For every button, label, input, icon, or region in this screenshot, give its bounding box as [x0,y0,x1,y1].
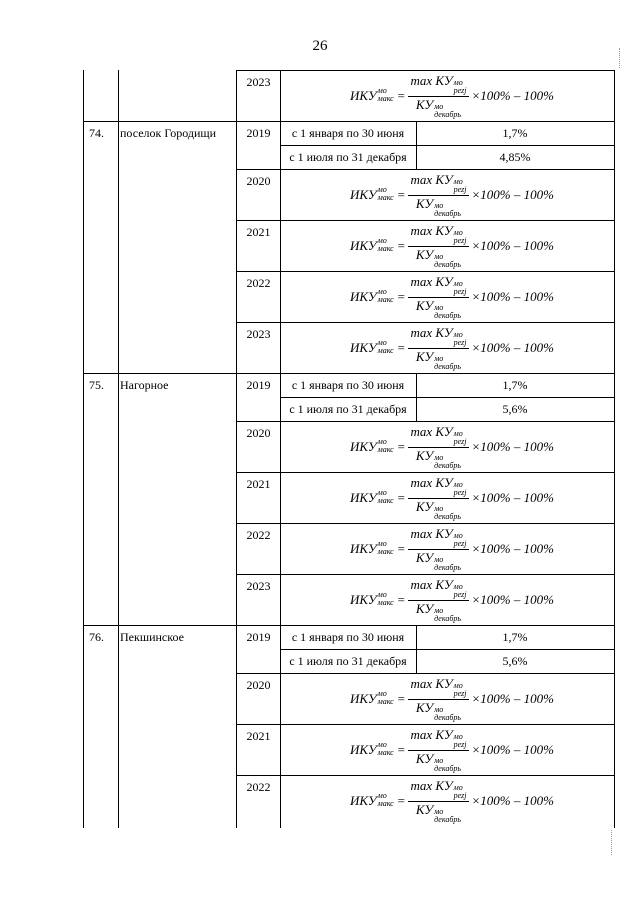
script-pair [453,479,467,497]
subscript: макс [377,697,394,706]
formula-equals: = [396,289,406,304]
formula-tail: ×100% – 100% [471,187,554,202]
formula-numerator [408,578,468,601]
subscript: декабрь [434,208,462,218]
period-label: с 1 июля по 31 декабря [289,654,407,668]
superscript: мо [434,755,444,765]
formula-lhs-symbol: ИКУ [350,340,377,355]
column-divider [416,625,417,673]
formula-denominator [414,349,463,371]
denominator-text: КУ [415,195,434,211]
subscript: декабрь [434,361,462,371]
formula-lhs-symbol: ИКУ [350,691,377,706]
numerator-text: max КУ [410,273,453,289]
subscript: pezj [453,436,467,446]
script-pair [453,530,467,548]
formula-lhs [350,187,394,203]
numerator-text: max КУ [410,423,453,439]
superscript: мо [377,437,387,446]
formula-denominator [414,700,463,722]
formula-fraction [408,476,468,521]
denominator-text: КУ [415,348,434,364]
superscript: мо [434,554,444,564]
year-label: 2023 [246,75,271,89]
superscript: мо [377,689,387,698]
subscript: pezj [453,286,467,296]
formula-equals: = [396,691,406,706]
formula-tail: ×100% – 100% [471,340,554,355]
year-label: 2023 [246,327,271,341]
row-divider [236,220,614,221]
formula [350,423,554,470]
year-label: 2019 [246,126,271,140]
formula-denominator [414,550,463,572]
formula-fraction [408,779,468,824]
subscript: декабрь [434,511,462,521]
script-pair [378,88,394,103]
year-label: 2021 [246,477,271,491]
scan-mark [611,830,612,855]
superscript: мо [453,680,463,690]
year-label: 2022 [246,276,271,290]
script-pair [378,289,394,304]
superscript: мо [453,227,463,237]
denominator-text: КУ [415,297,434,313]
period-label: с 1 января по 30 июня [291,630,405,644]
subscript: pezj [453,688,467,698]
formula [350,777,554,824]
subscript: макс [377,346,394,355]
rate-value: 5,6% [502,654,528,668]
numerator-text: max КУ [410,675,453,691]
formula-lhs [350,340,394,356]
formula-lhs [350,289,394,305]
superscript: мо [377,590,387,599]
subscript: pezj [453,589,467,599]
column-divider [83,70,84,828]
formula-denominator [414,802,463,824]
script-pair [434,554,462,572]
row-divider [280,397,614,398]
formula [350,576,554,623]
subscript: макс [377,193,394,202]
script-pair [453,329,467,347]
formula-fraction [408,425,468,470]
subscript: декабрь [434,712,462,722]
script-pair [453,176,467,194]
script-pair [378,541,394,556]
formula-lhs-symbol: ИКУ [350,490,377,505]
superscript: мо [434,704,444,714]
subscript: декабрь [434,763,462,773]
denominator-text: КУ [415,447,434,463]
script-pair [378,439,394,454]
superscript: мо [453,782,463,792]
script-pair [434,302,462,320]
formula-lhs-symbol: ИКУ [350,88,377,103]
period-label: с 1 января по 30 июня [291,378,405,392]
formula-lhs-symbol: ИКУ [350,187,377,202]
script-pair [453,680,467,698]
numerator-text: max КУ [410,576,453,592]
superscript: мо [434,101,444,111]
script-pair [378,238,394,253]
script-pair [434,503,462,521]
formula-lhs [350,490,394,506]
formula-tail: ×100% – 100% [471,88,554,103]
formula-tail: ×100% – 100% [471,541,554,556]
formula-numerator [408,425,468,448]
subscript: pezj [453,790,467,800]
formula-equals: = [396,541,406,556]
formula-fraction [408,527,468,572]
subscript: декабрь [434,562,462,572]
formula-lhs-symbol: ИКУ [350,742,377,757]
formula-numerator [408,326,468,349]
formula-equals: = [396,187,406,202]
period-label: с 1 июля по 31 декабря [289,150,407,164]
subscript: макс [377,496,394,505]
script-pair [378,490,394,505]
row-divider [280,649,614,650]
subscript: макс [377,295,394,304]
script-pair [434,806,462,824]
row-divider [236,70,614,71]
denominator-text: КУ [415,246,434,262]
formula-fraction [408,326,468,371]
formula-equals: = [396,439,406,454]
superscript: мо [377,338,387,347]
row-divider [236,322,614,323]
formula-fraction [408,728,468,773]
script-pair [453,731,467,749]
formula-denominator [414,448,463,470]
script-pair [434,200,462,218]
subscript: декабрь [434,460,462,470]
row-divider [236,271,614,272]
script-pair [453,428,467,446]
formula-lhs-symbol: ИКУ [350,592,377,607]
subscript: декабрь [434,814,462,824]
municipality-name: Пекшинское [120,630,184,644]
formula-fraction [408,578,468,623]
page-number: 26 [312,38,328,54]
subscript: макс [377,445,394,454]
formula [350,72,554,119]
formula-lhs [350,793,394,809]
rate-value: 5,6% [502,402,528,416]
formula-lhs [350,439,394,455]
superscript: мо [377,185,387,194]
superscript: мо [377,236,387,245]
formula-tail: ×100% – 100% [471,289,554,304]
row-divider [83,625,614,626]
subscript: декабрь [434,613,462,623]
row-divider [280,145,614,146]
superscript: мо [453,530,463,540]
formula-numerator [408,728,468,751]
row-number: 76. [89,630,104,644]
formula-numerator [408,476,468,499]
superscript: мо [377,791,387,800]
superscript: мо [377,740,387,749]
municipality-name: Нагорное [120,378,169,392]
formula [350,222,554,269]
formula-lhs [350,541,394,557]
numerator-text: max КУ [410,474,453,490]
formula-lhs-symbol: ИКУ [350,541,377,556]
script-pair [434,452,462,470]
formula-lhs [350,592,394,608]
subscript: декабрь [434,310,462,320]
formula [350,474,554,521]
script-pair [434,101,462,119]
formula-numerator [408,173,468,196]
formula-denominator [414,601,463,623]
scan-mark [619,48,620,68]
formula-denominator [414,499,463,521]
formula-numerator [408,677,468,700]
denominator-text: КУ [415,699,434,715]
denominator-text: КУ [415,600,434,616]
formula [350,273,554,320]
formula-lhs [350,691,394,707]
row-divider [83,121,614,122]
subscript: pezj [453,337,467,347]
script-pair [453,77,467,95]
formula-tail: ×100% – 100% [471,691,554,706]
formula-equals: = [396,88,406,103]
formula-lhs [350,742,394,758]
superscript: мо [377,287,387,296]
denominator-text: КУ [415,750,434,766]
formula-lhs-symbol: ИКУ [350,289,377,304]
formula-numerator [408,779,468,802]
subscript: макс [377,244,394,253]
year-label: 2022 [246,780,271,794]
subscript: pezj [453,235,467,245]
superscript: мо [434,353,444,363]
superscript: мо [434,806,444,816]
formula-denominator [414,97,463,119]
formula-denominator [414,298,463,320]
formula-tail: ×100% – 100% [471,439,554,454]
formula [350,675,554,722]
formula-denominator [414,247,463,269]
column-divider [416,373,417,421]
superscript: мо [434,452,444,462]
column-divider [118,70,119,828]
script-pair [378,793,394,808]
year-label: 2021 [246,225,271,239]
denominator-text: КУ [415,801,434,817]
script-pair [434,353,462,371]
formula-equals: = [396,238,406,253]
denominator-text: КУ [415,96,434,112]
script-pair [434,605,462,623]
script-pair [453,278,467,296]
period-label: с 1 января по 30 июня [291,126,405,140]
formula-equals: = [396,340,406,355]
formula-numerator [408,527,468,550]
script-pair [434,755,462,773]
superscript: мо [453,479,463,489]
script-pair [453,581,467,599]
superscript: мо [434,503,444,513]
row-divider [236,421,614,422]
row-divider [83,373,614,374]
superscript: мо [434,251,444,261]
year-label: 2020 [246,426,271,440]
subscript: макс [377,748,394,757]
script-pair [378,691,394,706]
column-divider [614,70,615,828]
formula-tail: ×100% – 100% [471,793,554,808]
row-divider [236,673,614,674]
year-label: 2019 [246,378,271,392]
numerator-text: max КУ [410,171,453,187]
formula-lhs-symbol: ИКУ [350,439,377,454]
row-divider [236,775,614,776]
rate-value: 4,85% [499,150,531,164]
formula-denominator [414,196,463,218]
formula-tail: ×100% – 100% [471,742,554,757]
formula-fraction [408,74,468,119]
formula-equals: = [396,490,406,505]
column-divider [416,121,417,169]
year-label: 2022 [246,528,271,542]
subscript: декабрь [434,109,462,119]
numerator-text: max КУ [410,324,453,340]
formula-tail: ×100% – 100% [471,490,554,505]
superscript: мо [377,488,387,497]
formula-lhs [350,88,394,104]
row-divider [236,724,614,725]
formula [350,726,554,773]
formula-fraction [408,275,468,320]
numerator-text: max КУ [410,525,453,541]
rate-value: 1,7% [502,378,528,392]
formula-equals: = [396,793,406,808]
script-pair [434,704,462,722]
year-label: 2019 [246,630,271,644]
row-divider [236,169,614,170]
superscript: мо [453,731,463,741]
subscript: pezj [453,739,467,749]
denominator-text: КУ [415,549,434,565]
year-label: 2020 [246,174,271,188]
superscript: мо [434,605,444,615]
subscript: макс [377,547,394,556]
formula-lhs [350,238,394,254]
row-number: 75. [89,378,104,392]
superscript: мо [453,77,463,87]
superscript: мо [453,581,463,591]
script-pair [434,251,462,269]
subscript: pezj [453,487,467,497]
superscript: мо [377,539,387,548]
superscript: мо [453,278,463,288]
formula-denominator [414,751,463,773]
rate-value: 1,7% [502,126,528,140]
script-pair [378,742,394,757]
denominator-text: КУ [415,498,434,514]
script-pair [453,782,467,800]
formula-tail: ×100% – 100% [471,238,554,253]
formula-lhs-symbol: ИКУ [350,793,377,808]
municipality-name: поселок Городищи [120,126,217,140]
script-pair [378,340,394,355]
numerator-text: max КУ [410,726,453,742]
formula-equals: = [396,742,406,757]
period-label: с 1 июля по 31 декабря [289,402,407,416]
subscript: макс [377,94,394,103]
subscript: макс [377,799,394,808]
superscript: мо [453,176,463,186]
year-label: 2021 [246,729,271,743]
formula [350,171,554,218]
row-number: 74. [89,126,104,140]
formula [350,324,554,371]
superscript: мо [434,200,444,210]
superscript: мо [377,86,387,95]
numerator-text: max КУ [410,72,453,88]
superscript: мо [434,302,444,312]
year-label: 2020 [246,678,271,692]
subscript: pezj [453,538,467,548]
formula-fraction [408,173,468,218]
numerator-text: max КУ [410,222,453,238]
row-divider [236,574,614,575]
formula-lhs-symbol: ИКУ [350,238,377,253]
script-pair [378,187,394,202]
numerator-text: max КУ [410,777,453,793]
subscript: pezj [453,184,467,194]
formula-numerator [408,224,468,247]
subscript: pezj [453,85,467,95]
superscript: мо [453,428,463,438]
script-pair [378,592,394,607]
subscript: макс [377,598,394,607]
formula [350,525,554,572]
rate-value: 1,7% [502,630,528,644]
formula-equals: = [396,592,406,607]
year-label: 2023 [246,579,271,593]
script-pair [453,227,467,245]
formula-numerator [408,275,468,298]
formula-fraction [408,224,468,269]
formula-fraction [408,677,468,722]
superscript: мо [453,329,463,339]
row-divider [236,472,614,473]
formula-numerator [408,74,468,97]
subscript: декабрь [434,259,462,269]
formula-tail: ×100% – 100% [471,592,554,607]
row-divider [236,523,614,524]
